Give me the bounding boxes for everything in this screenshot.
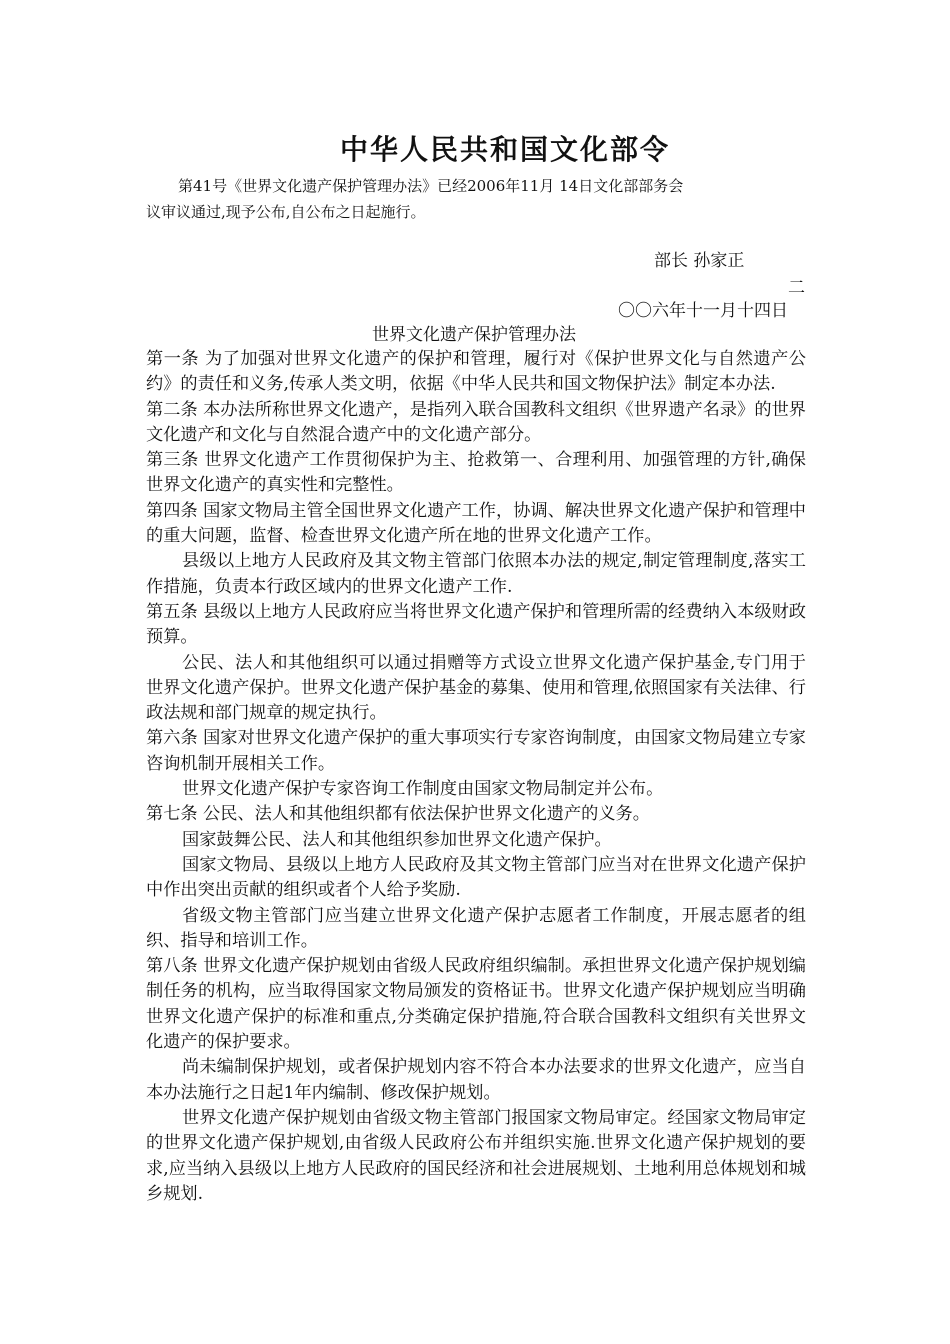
article-paragraph: 第三条 世界文化遗产工作贯彻保护为主、抢救第一、合理利用、加强管理的方针,确保世界文化遗产的真实性和完整性。 <box>146 450 806 496</box>
issue-date-part-1: 二 <box>788 278 805 298</box>
article-paragraph: 第五条 县级以上地方人民政府应当将世界文化遗产保护和管理所需的经费纳入本级财政预算。 <box>146 601 806 648</box>
regulation-title: 世界文化遗产保护管理办法 <box>372 325 576 345</box>
sub-paragraph: 尚未编制保护规划，或者保护规划内容不符合本办法要求的世界文化遗产，应当自本办法施行之日起1年内编制、修改保护规划。 <box>146 1057 806 1103</box>
article-paragraph: 第七条 公民、法人和其他组织都有依法保护世界文化遗产的义务。 <box>146 804 650 825</box>
minister-signature: 部长 孙家正 <box>654 251 745 271</box>
sub-paragraph: 国家文物局、县级以上地方人民政府及其文物主管部门应当对在世界文化遗产保护中作出突出贡献的组织或者个人给予奖励. <box>146 854 806 901</box>
intro-paragraph <box>146 173 766 225</box>
article-paragraph: 第六条 国家对世界文化遗产保护的重大事项实行专家咨询制度，由国家文物局建立专家咨询机制开展相关工作。 <box>146 728 806 774</box>
regulation-body <box>146 347 806 1207</box>
sub-paragraph: 世界文化遗产保护规划由省级文物主管部门报国家文物局审定。经国家文物局审定的世界文化遗产保护规划,由省级人民政府公布并组织实施.世界文化遗产保护规划的要求,应当纳入县级以上地方人民政府的国民经济和社会进展规划、土地利用总体规划和城乡规划. <box>146 1107 806 1204</box>
article-paragraph: 第八条 世界文化遗产保护规划由省级人民政府组织编制。承担世界文化遗产保护规划编制任务的机构，应当取得国家文物局颁发的资格证书。世界文化遗产保护规划应当明确世界文化遗产保护的标准和重点,分类确定保护措施,符合联合国教科文组织有关世界文化遗产的保护要求。 <box>146 956 806 1053</box>
sub-paragraph: 国家鼓舞公民、法人和其他组织参加世界文化遗产保护。 <box>182 829 612 850</box>
sub-paragraph: 公民、法人和其他组织可以通过捐赠等方式设立世界文化遗产保护基金,专门用于世界文化遗产保护。世界文化遗产保护基金的募集、使用和管理,依照国家有关法律、行政法规和部门规章的规定执行。 <box>146 652 806 724</box>
sub-paragraph: 省级文物主管部门应当建立世界文化遗产保护志愿者工作制度，开展志愿者的组织、指导和培训工作。 <box>146 905 806 951</box>
intro-line-1: 第41号《世界文化遗产保护管理办法》已经2006年11月 14日文化部部务会 <box>178 177 684 195</box>
document-title: 中华人民共和国文化部令 <box>339 133 670 166</box>
sub-paragraph: 县级以上地方人民政府及其文物主管部门依照本办法的规定,制定管理制度,落实工作措施，负责本行政区域内的世界文化遗产工作. <box>146 551 806 597</box>
article-paragraph: 第二条 本办法所称世界文化遗产，是指列入联合国教科文组织《世界遗产名录》的世界文化遗产和文化与自然混合遗产中的文化遗产部分。 <box>146 399 806 445</box>
issue-date-part-2: 〇〇六年十一月十四日 <box>618 301 788 321</box>
article-paragraph: 第一条 为了加强对世界文化遗产的保护和管理，履行对《保护世界文化与自然遗产公约》的责任和义务,传承人类文明，依据《中华人民共和国文物保护法》制定本办法. <box>146 349 806 395</box>
sub-paragraph: 世界文化遗产保护专家咨询工作制度由国家文物局制定并公布。 <box>182 779 664 800</box>
article-paragraph: 第四条 国家文物局主管全国世界文化遗产工作，协调、解决世界文化遗产保护和管理中的重大问题，监督、检查世界文化遗产所在地的世界文化遗产工作。 <box>146 500 806 547</box>
intro-line-2: 议审议通过,现予公布,自公布之日起施行。 <box>146 203 426 221</box>
